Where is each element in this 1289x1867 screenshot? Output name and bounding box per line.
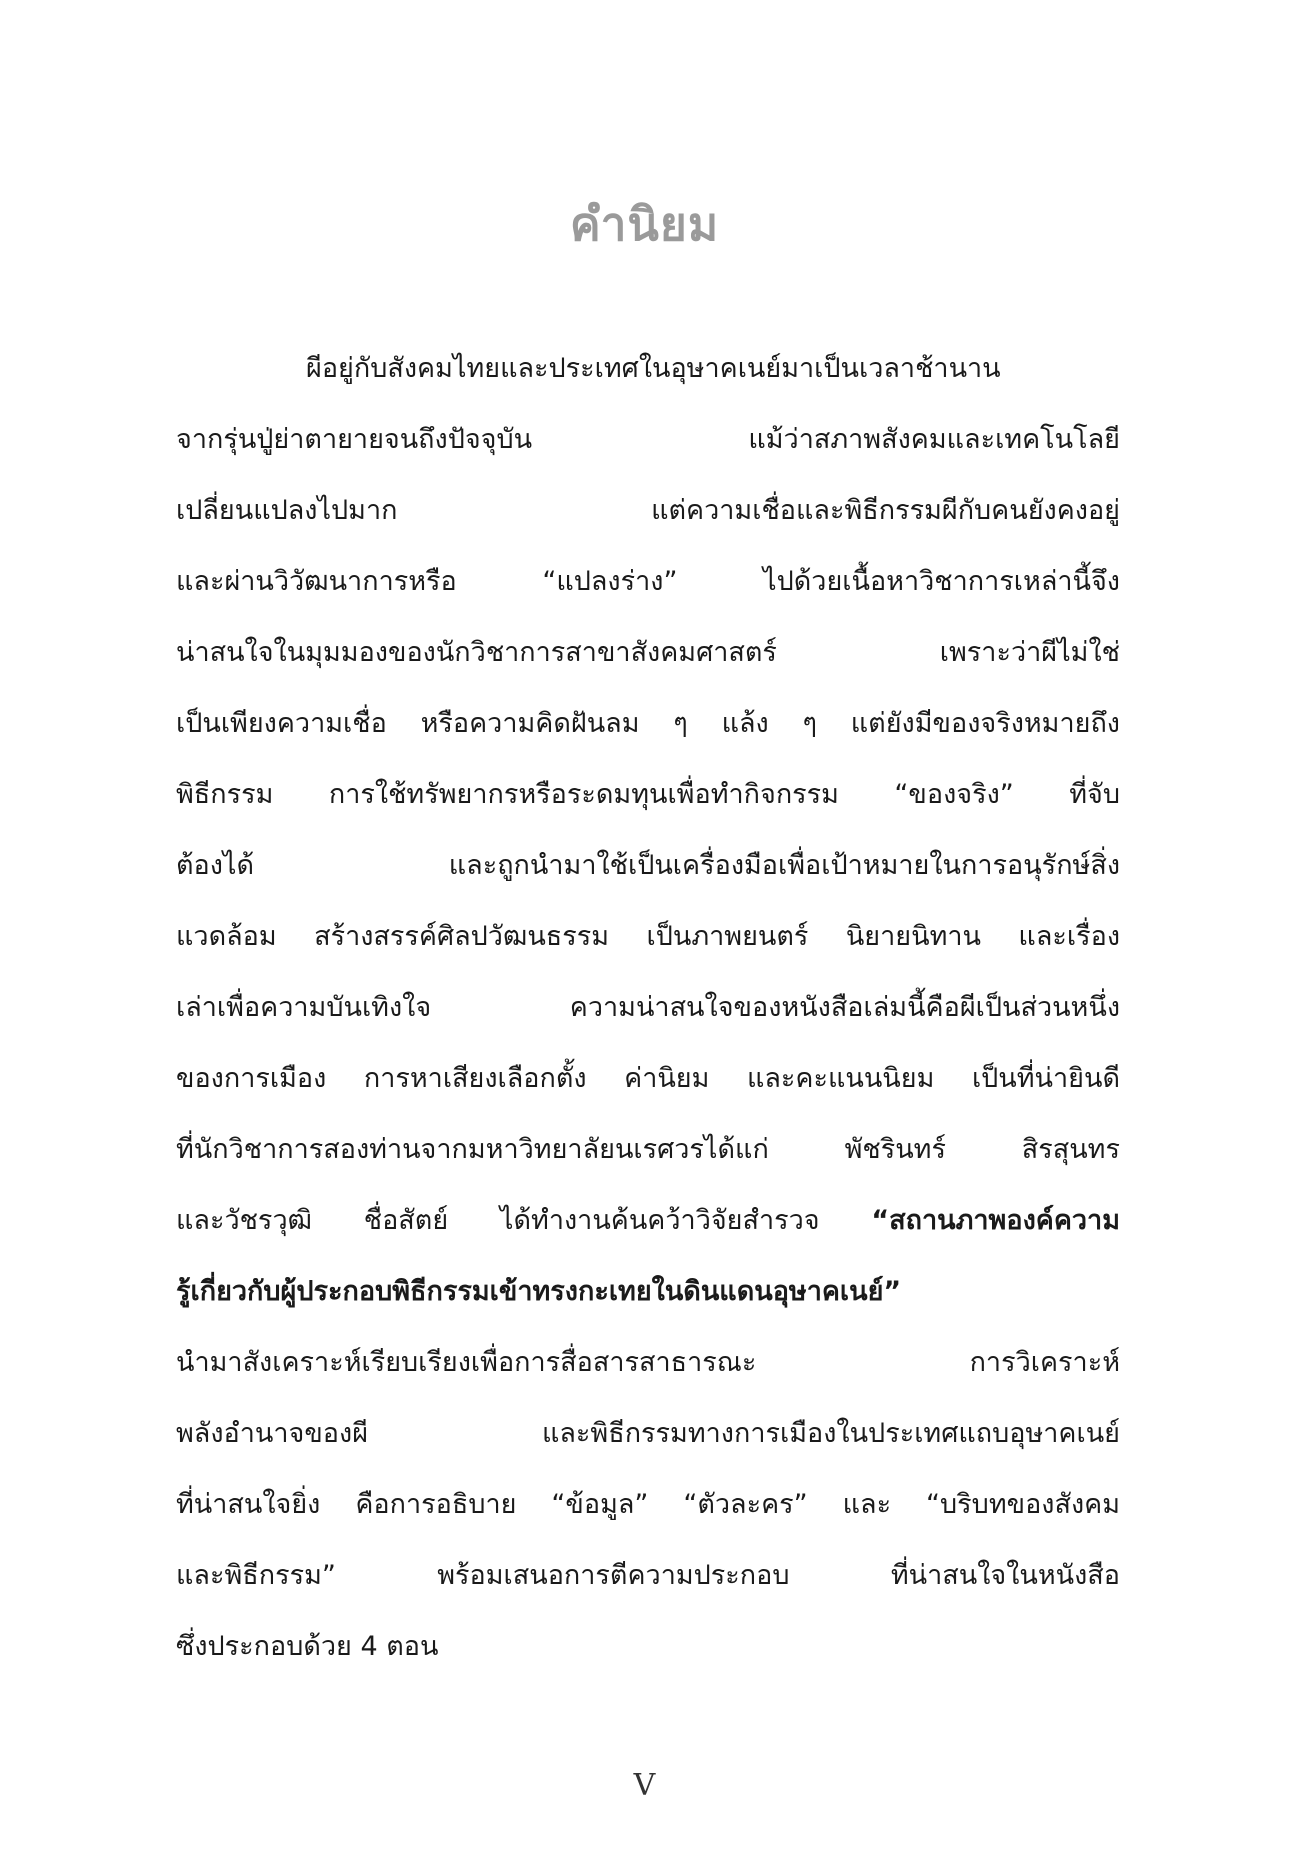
text-line-mixed (176, 1185, 1120, 1256)
text-line: เปลี่ยนแปลงไปมาก แต่ความเชื่อและพิธีกรรมผีกับคนยังคงอยู่ (176, 495, 1120, 526)
text-line: ต้องได้ และถูกนำมาใช้เป็นเครื่องมือเพื่อเป้าหมายในการอนุรักษ์สิ่ง (176, 850, 1120, 881)
text-line: พลังอำนาจของผี และพิธีกรรมทางการเมืองในประเทศแถบอุษาคเนย์ (176, 1418, 1120, 1449)
text-line: ผีอยู่กับสังคมไทยและประเทศในอุษาคเนย์มาเป็นเวลาช้านาน (306, 353, 1001, 384)
book-title-emphasis-line: รู้เกี่ยวกับผู้ประกอบพิธีกรรมเข้าทรงกะเทยในดินแดนอุษาคเนย์” (176, 1276, 902, 1307)
text-line: และพิธีกรรม” พร้อมเสนอการตีความประกอบ ที่น่าสนใจในหนังสือ (176, 1560, 1120, 1591)
text-line: เป็นเพียงความเชื่อ หรือความคิดฝันลม ๆ แล้ง ๆ แต่ยังมีของจริงหมายถึง (176, 708, 1120, 739)
text-line: น่าสนใจในมุมมองของนักวิชาการสาขาสังคมศาสตร์ เพราะว่าผีไม่ใช่ (176, 637, 1120, 668)
page-number: V (633, 1768, 656, 1803)
text-line: และผ่านวิวัฒนาการหรือ “แปลงร่าง” ไปด้วยเนื้อหาวิชาการเหล่านี้จึง (176, 566, 1120, 597)
text-segment: และวัชรวุฒิ ชื่อสัตย์ ได้ทำงานค้นคว้าวิจัยสำรวจ (176, 1205, 872, 1236)
text-line: ที่น่าสนใจยิ่ง คือการอธิบาย “ข้อมูล” “ตัวละคร” และ “บริบทของสังคม (176, 1489, 1120, 1520)
text-line: ที่นักวิชาการสองท่านจากมหาวิทยาลัยนเรศวรได้แก่ พัชรินทร์ สิรสุนทร (176, 1134, 1120, 1165)
book-title-emphasis: “สถานภาพองค์ความ (871, 1205, 1120, 1236)
page-title: คำนิยม (569, 197, 720, 251)
text-line: พิธีกรรม การใช้ทรัพยากรหรือระดมทุนเพื่อทำกิจกรรม “ของจริง” ที่จับ (176, 779, 1120, 810)
body-paragraph (176, 333, 1120, 1682)
text-line: จากรุ่นปู่ย่าตายายจนถึงปัจจุบัน แม้ว่าสภาพสังคมและเทคโนโลยี (176, 424, 1120, 455)
text-line: เล่าเพื่อความบันเทิงใจ ความน่าสนใจของหนังสือเล่มนี้คือผีเป็นส่วนหนึ่ง (176, 992, 1120, 1023)
text-line-last: ซึ่งประกอบด้วย 4 ตอน (176, 1631, 439, 1662)
text-line: แวดล้อม สร้างสรรค์ศิลปวัฒนธรรม เป็นภาพยนตร์ นิยายนิทาน และเรื่อง (176, 921, 1120, 952)
text-line: นำมาสังเคราะห์เรียบเรียงเพื่อการสื่อสารสาธารณะ การวิเคราะห์ (176, 1347, 1120, 1378)
text-line: ของการเมือง การหาเสียงเลือกตั้ง ค่านิยม และคะแนนนิยม เป็นที่น่ายินดี (176, 1063, 1120, 1094)
